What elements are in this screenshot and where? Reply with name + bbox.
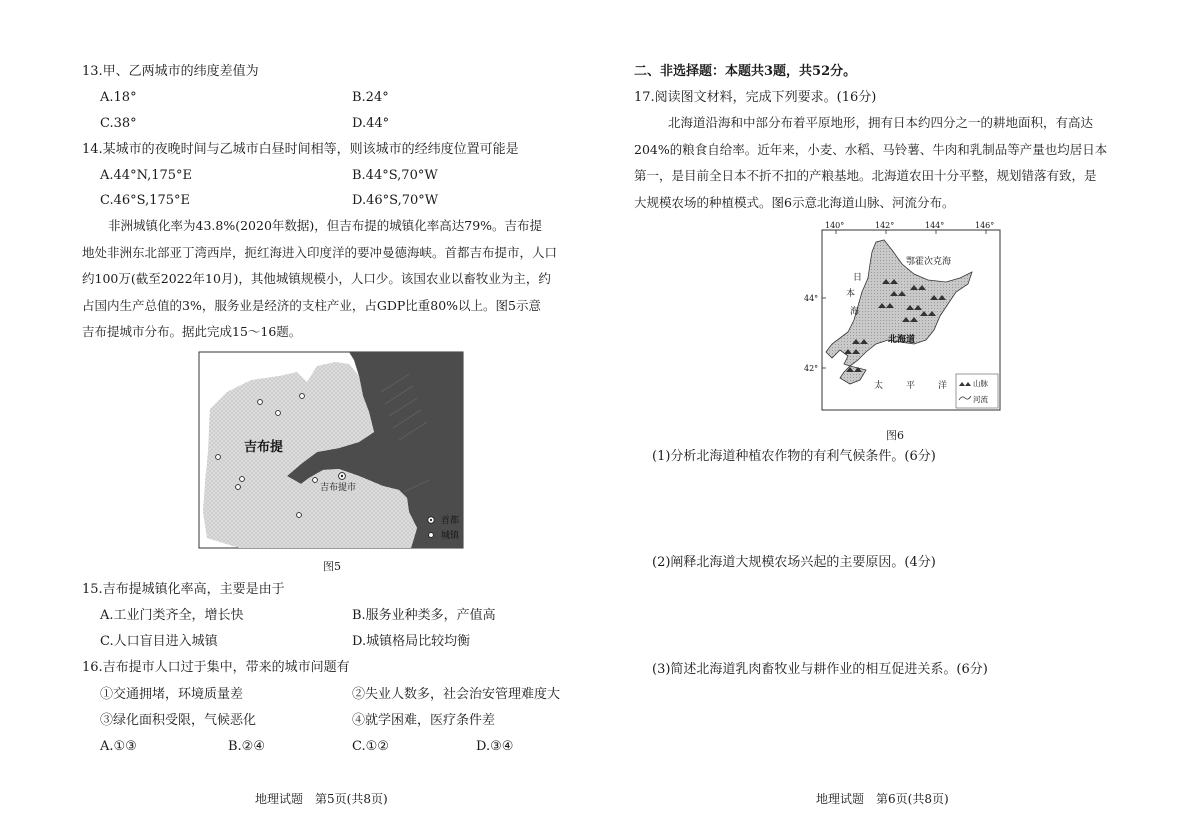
- q16-stem: 16.吉布提市人口过于集中，带来的城市问题有: [82, 660, 350, 675]
- passage-line: 约100万(截至2022年10月)，其他城镇规模小，人口少。该国农业以畜牧业为主，约: [82, 271, 551, 286]
- right-page: [600, 0, 1200, 832]
- q15-option-b: B.服务业种类多，产值高: [352, 608, 496, 623]
- hokkaido-label: 北海道: [888, 335, 916, 345]
- lon-label-146: 146°: [975, 221, 995, 230]
- capital-marker: [339, 473, 346, 480]
- sea-japan-char: 日: [853, 273, 863, 283]
- passage-line: 大规模农场的种植模式。图6示意北海道山脉、河流分布。: [634, 194, 955, 210]
- q16-option-d: D.③④: [476, 739, 514, 754]
- page-footer-left: 地理试题 第5页(共8页): [255, 792, 388, 806]
- q17-subquestion-1: (1)分析北海道种植农作物的有利气候条件。(6分): [652, 449, 936, 464]
- town-marker: [236, 485, 241, 490]
- lon-label-142: 142°: [875, 221, 895, 230]
- legend-river-label: 河流: [973, 395, 988, 404]
- sea-japan-char: 海: [850, 307, 860, 317]
- q16-item-2: ②失业人数多，社会治安管理难度大: [352, 687, 561, 702]
- q16-option-a: A.①③: [100, 739, 137, 754]
- q16-item-3: ③绿化面积受限，气候恶化: [100, 713, 257, 728]
- passage-line: 204%的粮食自给率。近年来，小麦、水稻、马铃薯、牛肉和乳制品等产量也均居日本: [634, 141, 1108, 157]
- legend-mountain-label: 山脉: [973, 379, 988, 388]
- q13-option-b: B.24°: [352, 90, 389, 105]
- q16-option-b: B.②④: [228, 739, 265, 754]
- q14-option-c: C.46°S,175°E: [100, 193, 191, 208]
- town-marker: [216, 455, 221, 460]
- town-marker: [297, 513, 302, 518]
- q17-subquestion-3: (3)简述北海道乳肉畜牧业与耕作业的相互促进关系。(6分): [652, 662, 988, 677]
- hokkaido-passage: [634, 110, 1107, 216]
- lat-label-44: 44°: [804, 294, 819, 303]
- q13-option-a: A.18°: [100, 90, 137, 105]
- town-marker: [276, 411, 281, 416]
- legend-capital-label: 首都: [441, 516, 460, 526]
- okhotsk-sea-label: 鄂霍次克海: [906, 257, 952, 267]
- q13-option-c: C.38°: [100, 116, 137, 131]
- q14-option-b: B.44°S,70°W: [352, 168, 438, 183]
- country-label: 吉布提: [244, 440, 284, 455]
- passage-line: 占国内生产总值的3%，服务业是经济的支柱产业，占GDP比重80%以上。图5示意: [82, 297, 541, 313]
- q16-item-4: ④就学困难，医疗条件差: [352, 713, 496, 728]
- pacific-char: 洋: [938, 381, 948, 391]
- pacific-char: 太: [874, 381, 884, 391]
- q15-option-c: C.人口盲目进入城镇: [100, 634, 218, 649]
- pacific-char: 平: [906, 381, 916, 391]
- passage-line: 地处非洲东北部亚丁湾西岸，扼红海进入印度洋的要冲曼德海峡。首都吉布提市，人口: [82, 244, 558, 260]
- figure6-caption: 图6: [886, 429, 904, 442]
- passage-line: 非洲城镇化率为43.8%(2020年数据)，但吉布提的城镇化率高达79%。吉布提: [108, 218, 543, 233]
- capital-label: 吉布提市: [320, 483, 357, 493]
- town-marker: [300, 394, 305, 399]
- figure5-caption: 图5: [323, 560, 341, 573]
- town-marker: [240, 477, 245, 482]
- q17-stem: 17.阅读图文材料，完成下列要求。(16分): [634, 90, 877, 105]
- q15-option-a: A.工业门类齐全，增长快: [100, 608, 244, 623]
- q14-option-a: A.44°N,175°E: [100, 168, 193, 183]
- q14-stem: 14.某城市的夜晚时间与乙城市白昼时间相等，则该城市的经纬度位置可能是: [82, 142, 519, 157]
- q14-option-d: D.46°S,70°W: [352, 193, 439, 208]
- lon-label-144: 144°: [925, 221, 945, 230]
- town-marker: [313, 478, 318, 483]
- djibouti-passage: [82, 213, 557, 346]
- sea-japan-char: 本: [846, 289, 856, 299]
- passage-line: 北海道沿海和中部分布着平原地形，拥有日本约四分之一的耕地面积，有高达: [668, 115, 1094, 130]
- legend: [956, 374, 998, 408]
- page-footer-right: 地理试题 第6页(共8页): [816, 792, 949, 806]
- passage-line: 吉布提城市分布。据此完成15～16题。: [82, 324, 302, 339]
- q15-stem: 15.吉布提城镇化率高，主要是由于: [82, 582, 285, 597]
- q16-item-1: ①交通拥堵，环境质量差: [100, 687, 244, 702]
- hokkaido-map: [804, 220, 1004, 414]
- q15-option-d: D.城镇格局比较均衡: [352, 634, 471, 649]
- q17-subquestion-2: (2)阐释北海道大规模农场兴起的主要原因。(4分): [652, 555, 936, 570]
- legend-town-label: 城镇: [441, 531, 460, 541]
- passage-line: 第一，是目前全日本不折不扣的产粮基地。北海道农田十分平整，规划错落有致，是: [634, 168, 1097, 183]
- q13-stem: 13.甲、乙两城市的纬度差值为: [82, 64, 259, 79]
- q16-option-c: C.①②: [352, 739, 389, 754]
- section-title: 二、非选择题：本题共3题，共52分。: [634, 64, 857, 79]
- q13-option-d: D.44°: [352, 116, 390, 131]
- djibouti-map: [199, 352, 463, 548]
- town-marker: [258, 400, 263, 405]
- lon-label-140: 140°: [825, 221, 845, 230]
- lat-label-42: 42°: [804, 364, 819, 373]
